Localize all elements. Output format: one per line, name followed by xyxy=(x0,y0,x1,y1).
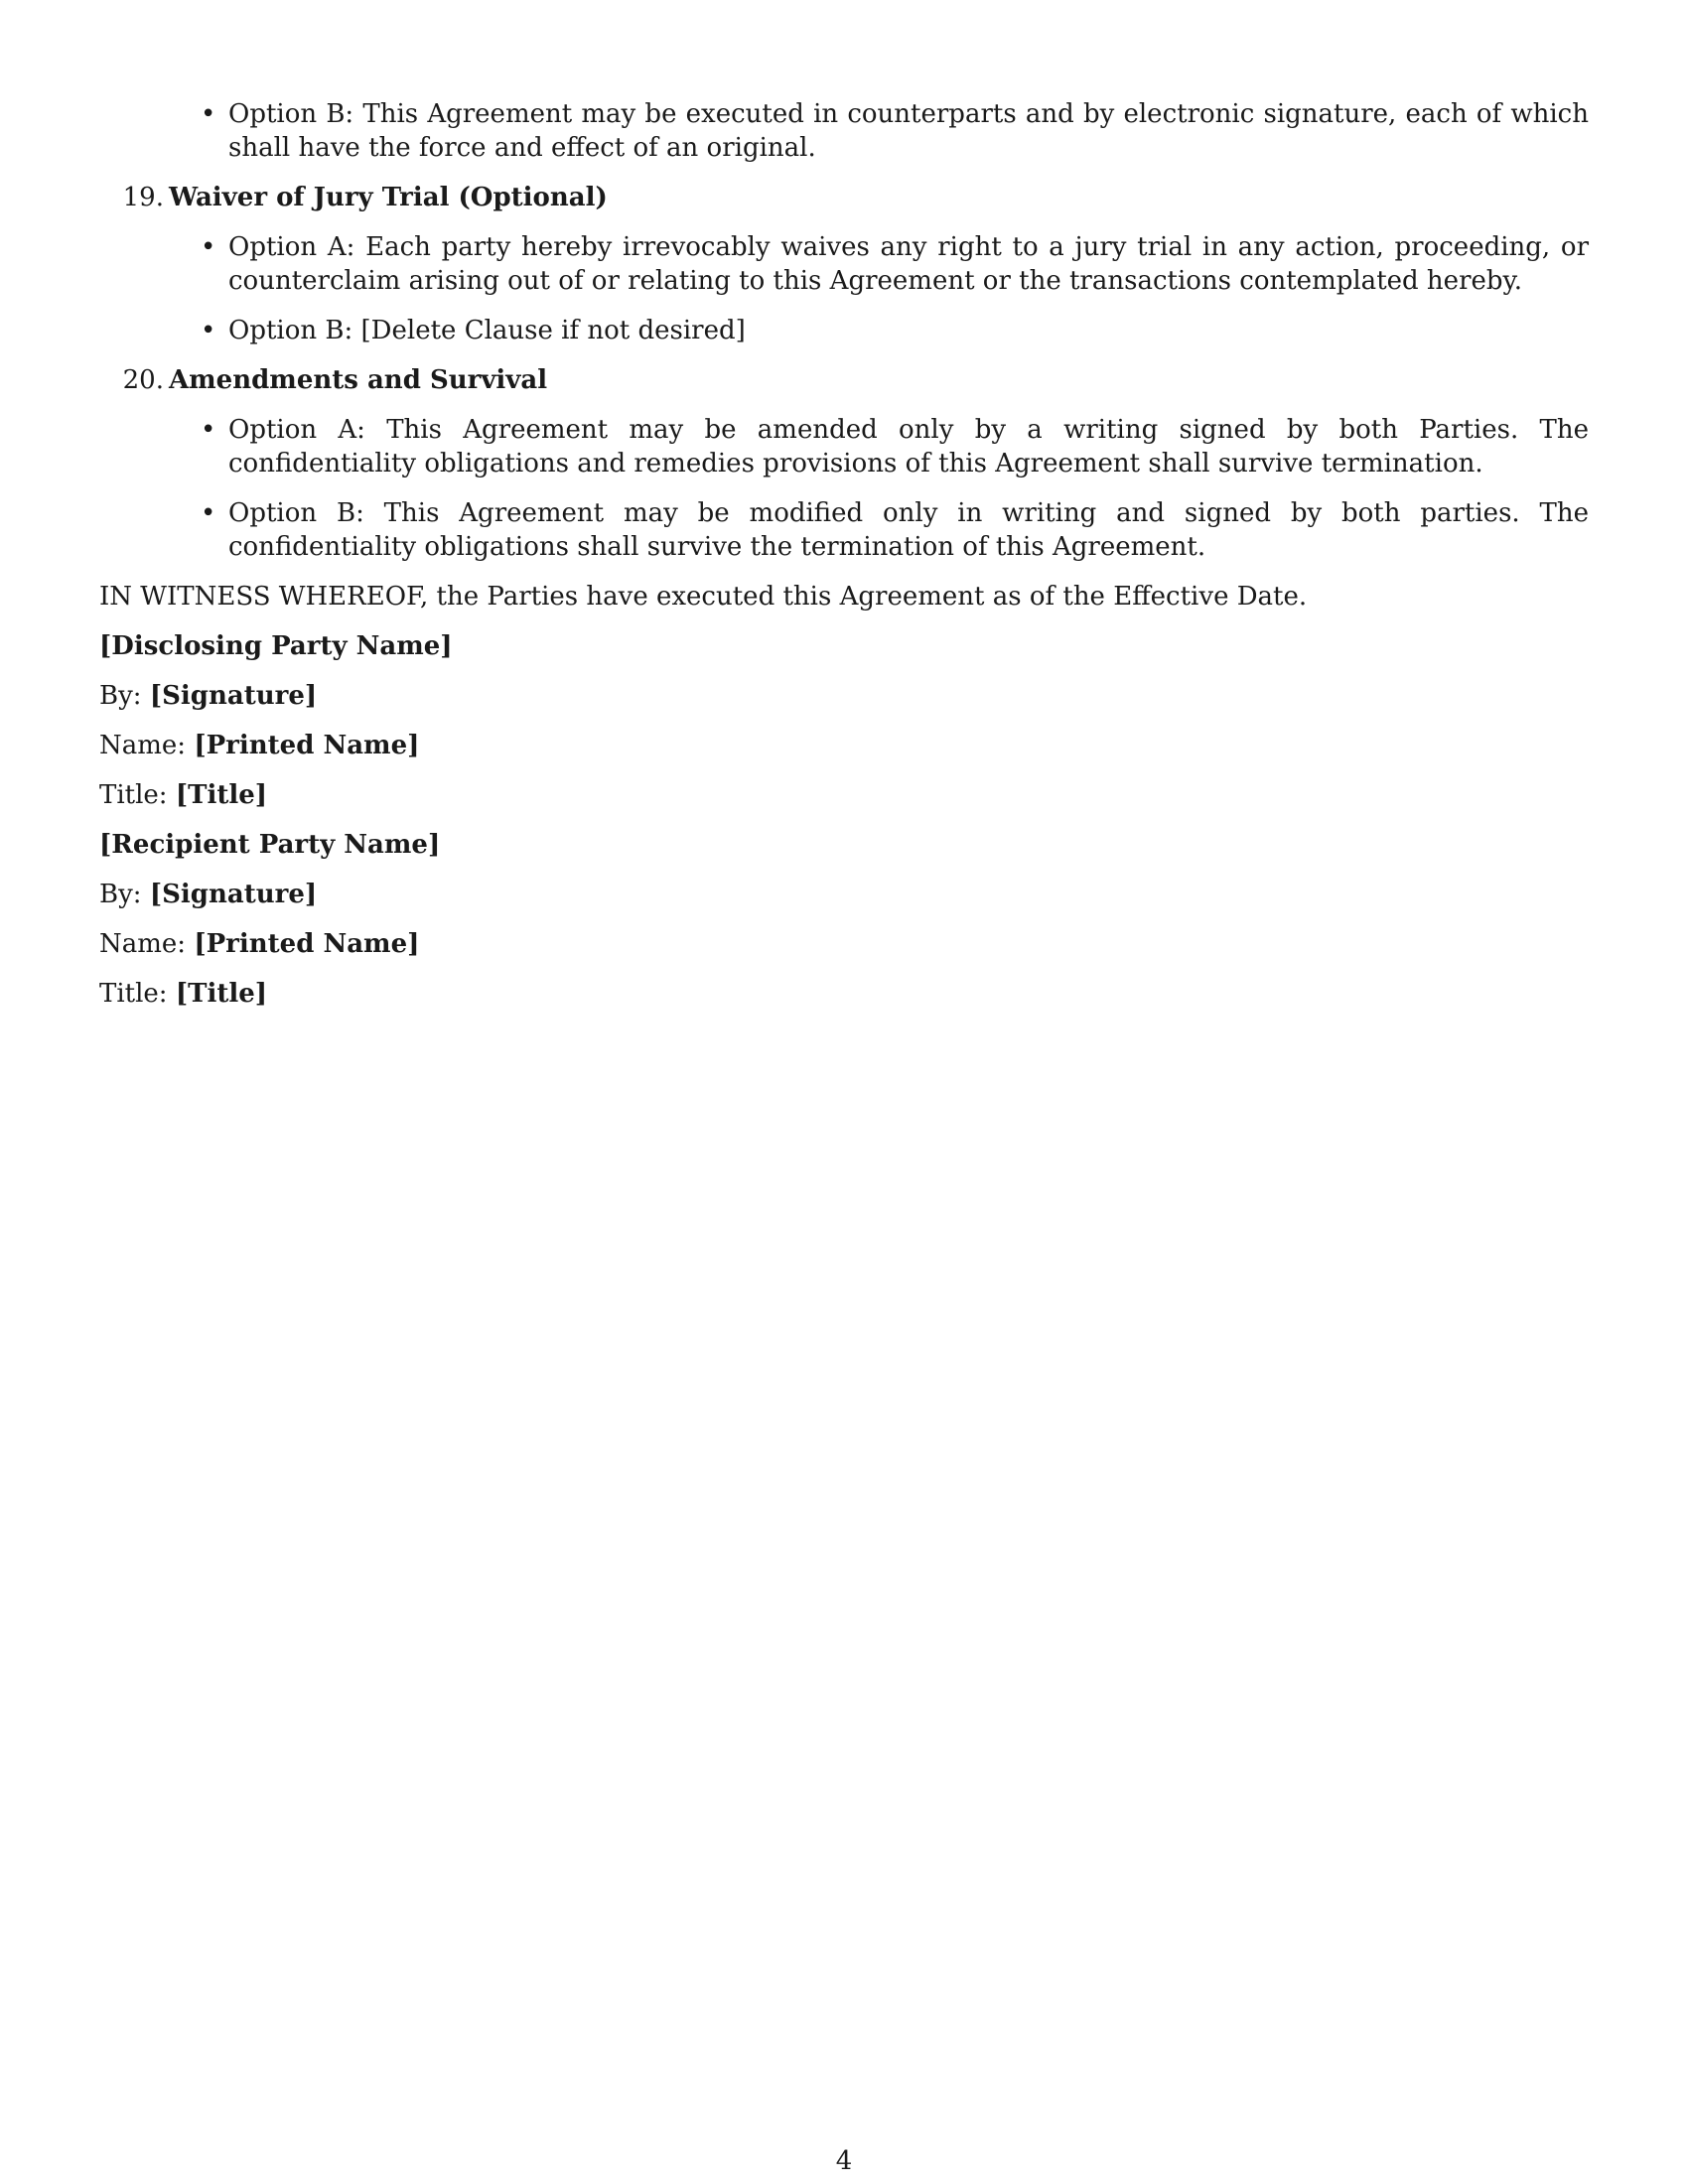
option-b-delete-clause: • Option B: [Delete Clause if not desired] xyxy=(228,314,1589,347)
section-20-heading xyxy=(122,363,1589,397)
printed-name-placeholder: [Printed Name] xyxy=(194,731,420,760)
section-20-options xyxy=(99,413,1589,564)
title-placeholder: [Title] xyxy=(175,780,268,810)
page-number: 4 xyxy=(835,2146,853,2176)
by-label: By: xyxy=(99,681,150,711)
name-label: Name: xyxy=(99,929,195,959)
by-label: By: xyxy=(99,880,150,909)
option-a-jury-waiver: • Option A: Each party hereby irrevocably waives any right to a jury trial in any action, proceeding, or counterclaim arising out of or relating to this Agreement or the transactions contemplated hereby. xyxy=(228,230,1589,298)
party-name: [Disclosing Party Name] xyxy=(99,631,453,661)
title-label: Title: xyxy=(99,979,176,1009)
signature-line xyxy=(99,878,1589,911)
signature-block-recipient xyxy=(99,828,1589,1011)
document-body xyxy=(99,97,1589,1026)
section-19-options xyxy=(99,230,1589,347)
name-line xyxy=(99,927,1589,961)
title-line xyxy=(99,778,1589,812)
title-placeholder: [Title] xyxy=(175,979,268,1009)
section-title: Amendments and Survival xyxy=(169,365,548,395)
title-label: Title: xyxy=(99,780,176,810)
title-line xyxy=(99,977,1589,1011)
section-18-options xyxy=(99,97,1589,165)
section-title: Waiver of Jury Trial (Optional) xyxy=(169,183,608,212)
name-line xyxy=(99,729,1589,762)
section-number: 20. xyxy=(122,365,164,395)
option-b-counterparts: • Option B: This Agreement may be executed in counterparts and by electronic signature, each of which shall have the force and effect of an original. xyxy=(228,97,1589,165)
signature-block-disclosing xyxy=(99,629,1589,812)
section-19-heading xyxy=(122,181,1589,214)
witness-statement: IN WITNESS WHEREOF, the Parties have executed this Agreement as of the Effective Date. xyxy=(99,582,1308,612)
section-number: 19. xyxy=(122,183,164,212)
signature-line xyxy=(99,679,1589,713)
name-label: Name: xyxy=(99,731,195,760)
signature-placeholder: [Signature] xyxy=(149,681,318,711)
printed-name-placeholder: [Printed Name] xyxy=(194,929,420,959)
party-name: [Recipient Party Name] xyxy=(99,830,441,860)
option-b-amendments: • Option B: This Agreement may be modified only in writing and signed by both parties. The confidentiality obligations shall survive the termination of this Agreement. xyxy=(228,496,1589,564)
signature-placeholder: [Signature] xyxy=(149,880,318,909)
option-a-amendments: • Option A: This Agreement may be amended only by a writing signed by both Parties. The confidentiality obligations and remedies provisions of this Agreement shall survive termination. xyxy=(228,413,1589,480)
